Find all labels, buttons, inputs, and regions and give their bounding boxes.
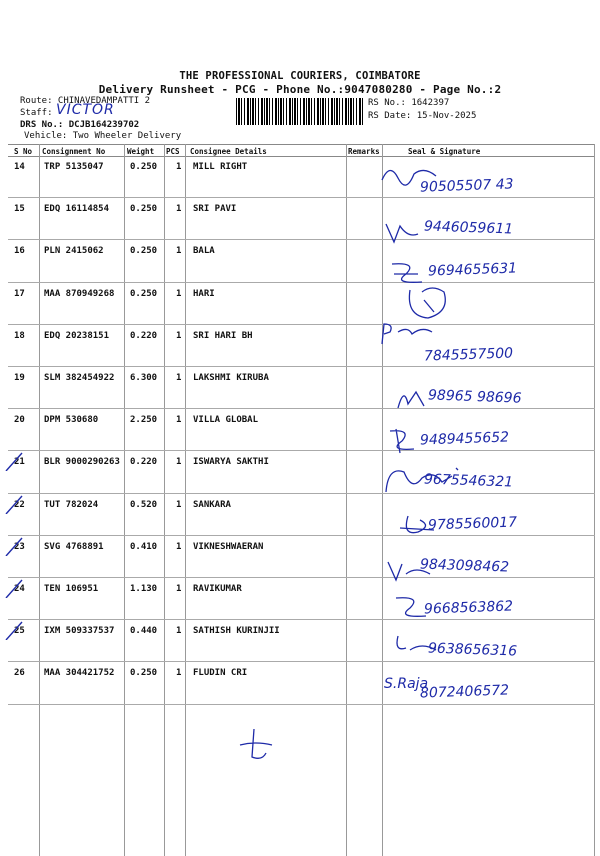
signature-phone: 9638656316 xyxy=(427,640,518,660)
row-consignment: DPM 530680 xyxy=(44,415,99,426)
row-pcs: 1 xyxy=(176,499,182,510)
strike-mark xyxy=(4,578,26,598)
row-consignment: TEN 106951 xyxy=(44,584,99,594)
row-sno: 25 xyxy=(14,626,25,637)
row-consignment: TUT 782024 xyxy=(44,499,99,510)
row-sno: 26 xyxy=(14,668,25,679)
row-pcs: 1 xyxy=(176,162,182,172)
strike-mark xyxy=(4,620,26,640)
row-consignee: SRI HARI BH xyxy=(193,330,253,341)
row-sno: 23 xyxy=(14,541,25,552)
signature-scribble-19 xyxy=(394,382,434,412)
strike-mark xyxy=(4,451,26,471)
signature-scribble-21 xyxy=(382,462,472,498)
col-remarks: Remarks xyxy=(348,147,380,156)
row-consignment: SVG 4768891 xyxy=(44,541,104,552)
row-sno: 20 xyxy=(14,415,25,426)
signature-scribble-22 xyxy=(398,512,438,542)
row-sno: 19 xyxy=(14,373,25,383)
row-consignee: SATHISH KURINJII xyxy=(193,626,280,637)
row-consignment: PLN 2415062 xyxy=(44,246,104,257)
signature-name: S.Raja xyxy=(384,676,429,693)
row-sno: 24 xyxy=(14,584,25,594)
row-weight: 0.520 xyxy=(130,499,158,510)
signature-scribble-24 xyxy=(392,594,432,624)
row-sno: 15 xyxy=(14,204,25,215)
row-consignee: HARI xyxy=(193,288,215,299)
row-consignment: EDQ 16114854 xyxy=(44,204,110,215)
row-consignment: IXM 509337537 xyxy=(44,626,115,637)
row-weight: 0.220 xyxy=(130,330,158,341)
col-weight: Weight xyxy=(127,147,155,156)
signature-scribble-25 xyxy=(392,632,442,662)
col-consignment: Consignment No xyxy=(42,147,106,156)
signature-phone: 8072406572 xyxy=(419,682,510,702)
row-consignee: VILLA GLOBAL xyxy=(193,415,259,426)
row-weight: 0.250 xyxy=(130,288,158,299)
row-sno: 18 xyxy=(14,330,25,341)
company-title: THE PROFESSIONAL COURIERS, COIMBATORE xyxy=(179,70,421,82)
row-weight: 0.250 xyxy=(130,204,158,215)
signature-phone: 9489455652 xyxy=(419,429,510,449)
table-row xyxy=(0,409,600,451)
row-weight: 1.130 xyxy=(130,584,158,594)
row-weight: 6.300 xyxy=(130,373,158,383)
row-weight: 0.410 xyxy=(130,541,158,552)
row-pcs: 1 xyxy=(176,584,182,594)
row-pcs: 1 xyxy=(176,668,182,679)
row-weight: 0.220 xyxy=(130,457,158,468)
row-weight: 2.250 xyxy=(130,415,158,426)
row-consignee: FLUDIN CRI xyxy=(193,668,248,679)
signature-phone: 7845557500 xyxy=(423,345,514,365)
row-pcs: 1 xyxy=(176,541,182,552)
drs-number: DRS No.: DCJB164239702 xyxy=(20,120,140,130)
row-consignment: SLM 382454922 xyxy=(44,373,115,383)
row-pcs: 1 xyxy=(176,457,182,468)
row-consignee: VIKNESHWAERAN xyxy=(193,541,264,552)
row-pcs: 1 xyxy=(176,373,182,383)
signature-scribble-20 xyxy=(384,425,424,455)
footer-scribble xyxy=(236,725,276,765)
row-sno: 21 xyxy=(14,457,25,468)
row-consignee: SRI PAVI xyxy=(193,204,237,215)
signature-scribble-17 xyxy=(404,282,454,322)
col-signature: Seal & Signature xyxy=(408,147,481,156)
runsheet-subtitle: Delivery Runsheet - PCG - Phone No.:9047080280 - Page No.:2 xyxy=(98,83,502,96)
signature-phone: 90505507 43 xyxy=(419,176,514,196)
signature-scribble-23 xyxy=(386,556,436,586)
row-sno: 17 xyxy=(14,288,25,299)
row-pcs: 1 xyxy=(176,246,182,257)
staff-label: Staff: xyxy=(20,108,53,118)
signature-scribble-18 xyxy=(378,318,438,348)
row-weight: 0.440 xyxy=(130,626,158,637)
row-consignment: MAA 304421752 xyxy=(44,668,115,679)
row-weight: 0.250 xyxy=(130,162,158,172)
signature-phone: 9446059611 xyxy=(423,218,514,238)
signature-phone: 9694655631 xyxy=(427,260,518,280)
row-pcs: 1 xyxy=(176,626,182,637)
route-text: Route: CHINAVEDAMPATTI 2 xyxy=(20,96,151,106)
row-pcs: 1 xyxy=(176,288,182,299)
rs-number: RS No.: 1642397 xyxy=(368,98,450,108)
row-consignee: BALA xyxy=(193,246,215,257)
staff-handwritten-name: VICTOR xyxy=(56,102,115,118)
signature-scribble-14 xyxy=(380,160,440,190)
table-row xyxy=(0,536,600,578)
row-sno: 16 xyxy=(14,246,25,257)
col-consignee: Consignee Details xyxy=(190,147,267,156)
col-pcs: PCS xyxy=(166,147,180,156)
signature-phone: 9843098462 xyxy=(419,556,510,576)
row-pcs: 1 xyxy=(176,415,182,426)
row-weight: 0.250 xyxy=(130,246,158,257)
signature-phone: 9675546321 xyxy=(423,471,514,491)
col-sno: S No xyxy=(14,147,33,156)
rs-date: RS Date: 15-Nov-2025 xyxy=(368,111,477,121)
row-weight: 0.250 xyxy=(130,668,158,679)
row-sno: 22 xyxy=(14,499,25,510)
vehicle-text: Vehicle: Two Wheeler Delivery xyxy=(24,131,182,141)
strike-mark xyxy=(4,494,26,514)
row-pcs: 1 xyxy=(176,330,182,341)
row-consignment: TRP 5135047 xyxy=(44,162,104,172)
strike-mark xyxy=(4,536,26,556)
barcode xyxy=(236,98,364,125)
row-consignee: LAKSHMI KIRUBA xyxy=(193,373,269,383)
row-consignment: EDQ 20238151 xyxy=(44,330,110,341)
signature-phone: 98965 98696 xyxy=(427,387,522,407)
row-consignee: ISWARYA SAKTHI xyxy=(193,457,269,468)
row-consignee: RAVIKUMAR xyxy=(193,584,242,594)
signature-phone: 9785560017 xyxy=(427,514,518,534)
row-consignee: SANKARA xyxy=(193,499,231,510)
signature-scribble-15 xyxy=(384,218,424,248)
row-divider xyxy=(8,704,595,705)
signature-phone: 9668563862 xyxy=(423,598,514,618)
table-row xyxy=(0,662,600,704)
row-consignment: BLR 9000290263 xyxy=(44,457,120,468)
row-pcs: 1 xyxy=(176,204,182,215)
row-consignment: MAA 870949268 xyxy=(44,288,115,299)
row-sno: 14 xyxy=(14,162,25,172)
row-consignee: MILL RIGHT xyxy=(193,162,248,172)
table-row xyxy=(0,283,600,325)
